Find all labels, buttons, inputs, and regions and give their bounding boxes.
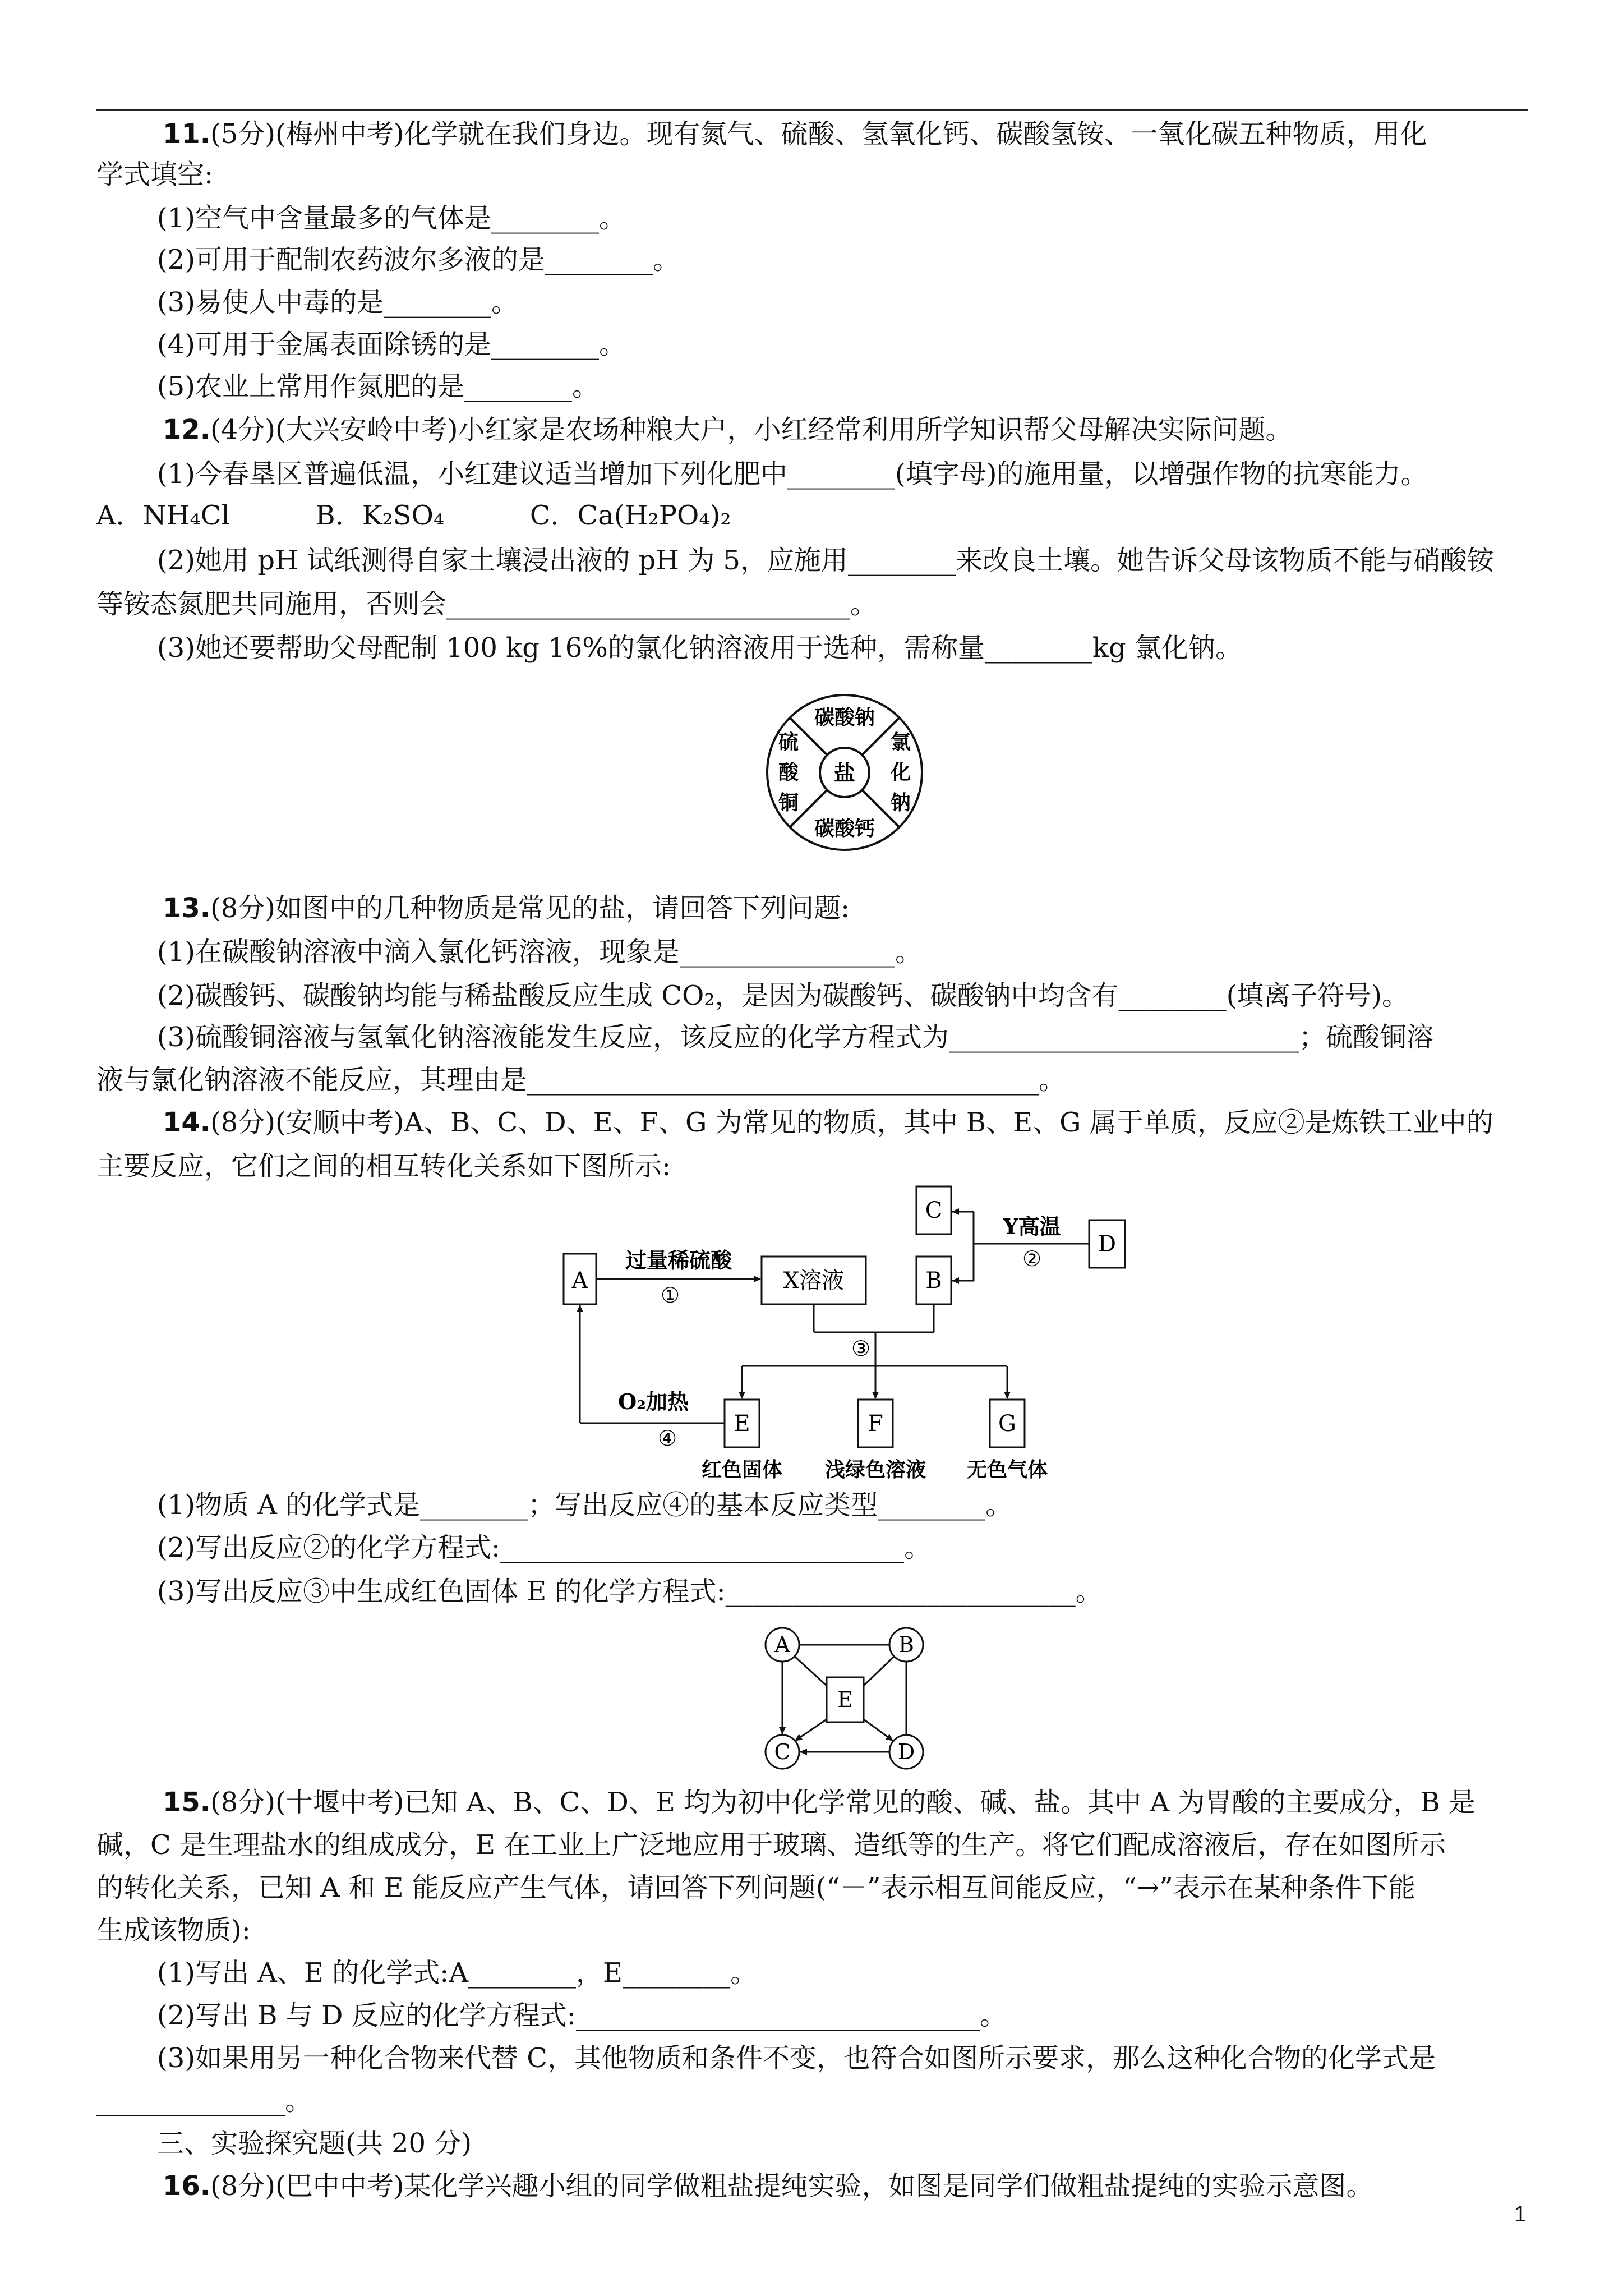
q15-item-2: (2)写出 B 与 D 反应的化学方程式:______________________________。 [157,2000,1007,2031]
q15-line-2: 碱，C 是生理盐水的组成成分，E 在工业上广泛地应用于玻璃、造纸等的生产。将它们配成溶液后，存在如图所示 [96,1829,1446,1861]
q15-text: (8分)(十堰中考)已知 A、B、C、D、E 均为初中化学常见的酸、碱、盐。其中 A 为胃酸的主要成分，B 是 [210,1787,1476,1818]
q11-text: (5分)(梅州中考)化学就在我们身边。现有氮气、硫酸、氢氧化钙、碳酸氢铵、一氧化碳五种物质，用化 [210,118,1427,150]
rel-label-D: D [897,1740,915,1764]
flow-r4: ④ [657,1426,677,1451]
q14-flow-diagram [555,1178,1144,1492]
page-number: 1 [1514,2202,1527,2226]
q14-number: 14. [163,1107,211,1138]
rel-label-A: A [774,1632,790,1657]
q11-head [0,116,1623,153]
flow-G: G [998,1411,1016,1437]
flow-acid-label: 过量稀硫酸 [625,1248,732,1273]
wheel-left-char-1: 硫 [778,730,799,754]
q15-item-1: (1)写出 A、E 的化学式:A________，E________。 [157,1957,758,1989]
q15-item-3-cont: ______________。 [96,2085,312,2116]
flow-X: X溶液 [783,1268,845,1294]
q11-item-5: (5)农业上常用作氮肥的是________。 [157,371,599,402]
q11-item-2: (2)可用于配制农药波尔多液的是________。 [157,244,680,275]
flow-B: B [925,1268,942,1294]
q11-item-1: (1)空气中含量最多的气体是________。 [157,203,626,234]
q13-item-3: (3)硫酸铜溶液与氢氧化钠溶液能发生反应，该反应的化学方程式为__________________________；硫酸铜溶 [157,1022,1433,1053]
q11-item-4: (4)可用于金属表面除锈的是________。 [157,329,626,360]
flow-D: D [1098,1231,1117,1257]
q15-relation-diagram [757,1624,937,1775]
q13-text: (8分)如图中的几种物质是常见的盐，请回答下列问题: [210,892,850,924]
wheel-right-char-2: 化 [890,761,911,784]
section-3-heading: 三、实验探究题(共 20 分) [157,2128,472,2159]
q14-head2: 主要反应，它们之间的相互转化关系如下图所示: [96,1151,671,1182]
top-rule [96,109,1528,111]
q15-line-1 [0,1784,1623,1821]
wheel-top-label: 碳酸钠 [814,706,875,729]
flow-A: A [571,1268,588,1294]
q15-line-3: 的转化关系，已知 A 和 E 能反应产生气体，请回答下列问题(“－”表示相互间能反应，“→”表示在某种条件下能 [96,1872,1415,1903]
q13-number: 13. [163,892,211,924]
q14-head [0,1104,1623,1141]
q13-item-3-cont: 液与氯化钠溶液不能反应，其理由是______________________________________。 [96,1064,1066,1096]
q15-line-4: 生成该物质): [96,1915,251,1946]
flow-G-desc: 无色气体 [966,1458,1048,1481]
q14-item-3: (3)写出反应③中生成红色固体 E 的化学方程式:__________________________。 [157,1576,1103,1607]
salt-wheel-diagram [760,688,929,857]
q16-text: (8分)(巴中中考)某化学兴趣小组的同学做粗盐提纯实验，如图是同学们做粗盐提纯的实验示意图。 [210,2170,1373,2202]
flow-o2heat-label: O₂加热 [618,1389,689,1414]
flow-E-desc: 红色固体 [701,1458,783,1481]
wheel-left-char-3: 铜 [778,791,799,815]
wheel-right-char-1: 氯 [890,730,911,754]
wheel-center-label: 盐 [833,760,856,785]
q14-text: (8分)(安顺中考)A、B、C、D、E、F、G 为常见的物质，其中 B、E、G 属于单质，反应②是炼铁工业中的 [210,1107,1493,1138]
q16-head [0,2168,1623,2205]
q11-number: 11. [163,118,211,150]
flow-y-high-label: Y高温 [1003,1214,1061,1239]
flow-F: F [868,1411,883,1437]
rel-label-E: E [837,1687,853,1712]
q12-item-2-cont: 等铵态氮肥共同施用，否则会______________________________。 [96,588,878,620]
q13-head [0,890,1623,927]
q12-text: (4分)(大兴安岭中考)小红家是农场种粮大户，小红经常利用所学知识帮父母解决实际问题。 [210,414,1293,445]
wheel-bottom-label: 碳酸钙 [814,817,875,840]
flow-C: C [925,1198,943,1223]
q14-item-1: (1)物质 A 的化学式是________；写出反应④的基本反应类型________。 [157,1489,1013,1521]
q15-number: 15. [163,1787,211,1818]
q12-head [0,411,1623,448]
flow-F-desc: 浅绿色溶液 [824,1458,926,1481]
q11-head2: 学式填空: [96,159,214,190]
flow-r2: ② [1022,1246,1042,1271]
q14-item-2: (2)写出反应②的化学方程式:______________________________。 [157,1532,932,1563]
q12-item-3: (3)她还要帮助父母配制 100 kg 16%的氯化钠溶液用于选种，需称量________kg 氯化钠。 [157,632,1242,664]
wheel-right-char-3: 钠 [890,791,911,815]
q16-number: 16. [163,2170,211,2202]
flow-r1: ① [660,1283,680,1308]
q11-item-3: (3)易使人中毒的是________。 [157,287,518,318]
q12-options: A．NH₄Cl B．K₂SO₄ C．Ca(H₂PO₄)₂ [96,500,731,531]
q13-item-2: (2)碳酸钙、碳酸钠均能与稀盐酸反应生成 CO₂，是因为碳酸钙、碳酸钠中均含有________(填离子符号)。 [157,980,1409,1011]
flow-E: E [734,1411,750,1437]
q12-item-2: (2)她用 pH 试纸测得自家土壤浸出液的 pH 为 5，应施用________来改良土壤。她告诉父母该物质不能与硝酸铵 [157,545,1494,576]
q12-item-1: (1)今春垦区普遍低温，小红建议适当增加下列化肥中________(填字母)的施用量，以增强作物的抗寒能力。 [157,458,1428,490]
q15-item-3: (3)如果用另一种化合物来代替 C，其他物质和条件不变，也符合如图所示要求，那么这种化合物的化学式是 [157,2042,1436,2074]
q12-number: 12. [163,414,211,445]
rel-label-C: C [774,1740,791,1764]
flow-r3: ③ [851,1336,871,1361]
rel-label-B: B [898,1632,914,1657]
wheel-left-char-2: 酸 [778,761,799,784]
q13-item-1: (1)在碳酸钠溶液中滴入氯化钙溶液，现象是________________。 [157,936,922,968]
